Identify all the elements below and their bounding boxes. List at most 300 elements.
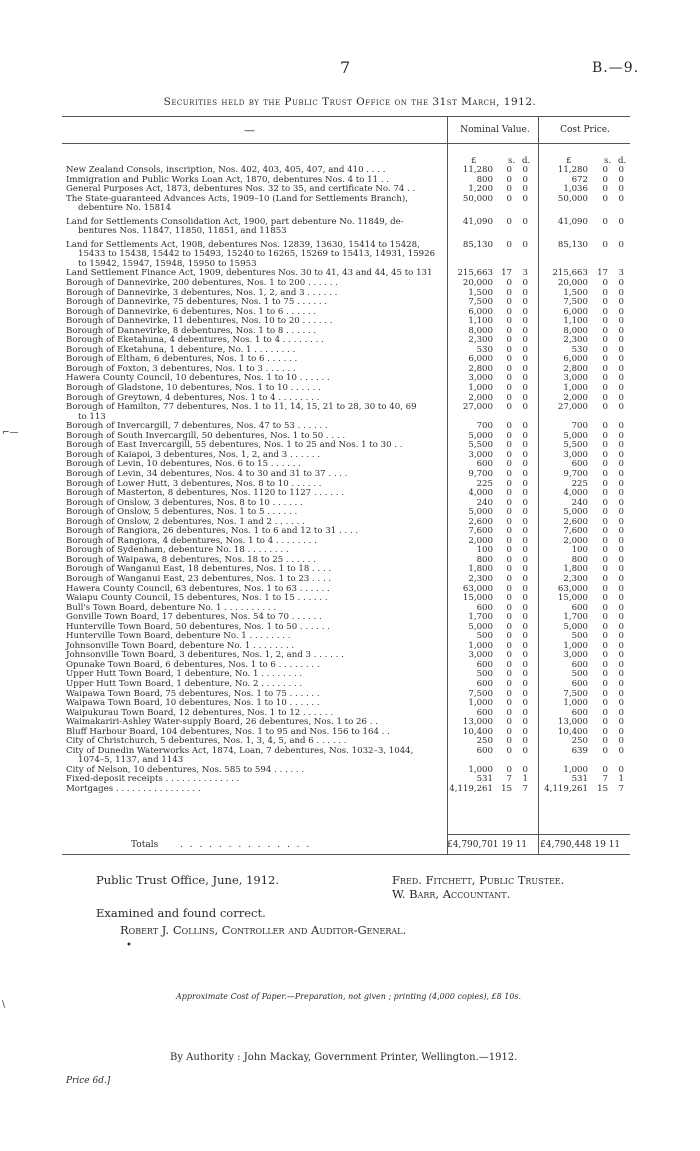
description-line: Waimakariri-Ashley Water-supply Board, 26 debentures, Nos. 1 to 26 . . xyxy=(66,717,378,728)
nominal-pounds: 250 xyxy=(476,736,493,747)
cost-pounds: 250 xyxy=(571,736,588,747)
nominal-pence: 0 xyxy=(522,306,528,317)
nominal-shillings: 0 xyxy=(506,174,512,185)
cost-pence: 0 xyxy=(618,402,624,413)
cost-pounds: 13,000 xyxy=(557,717,588,728)
cost-pounds: 800 xyxy=(571,554,588,565)
cost-pence-header: d. xyxy=(618,156,627,166)
cost-pounds: 531 xyxy=(571,774,588,785)
nominal-pounds: 11,280 xyxy=(462,165,493,175)
nominal-pence: 0 xyxy=(522,430,528,441)
nominal-pounds: 85,130 xyxy=(462,239,493,250)
nominal-pounds: 5,000 xyxy=(468,507,493,518)
cost-shillings: 0 xyxy=(602,392,608,403)
description-line: Waipawa Town Board, 75 debentures, Nos. 1 to 75 . . . . . . xyxy=(66,688,320,699)
examined-note: Examined and found correct. xyxy=(96,906,266,920)
nominal-pounds: 100 xyxy=(476,545,493,556)
description-line: Borough of Dannevirke, 75 debentures, Nos. 1 to 75 . . . . . . xyxy=(66,297,328,308)
nominal-pence: 0 xyxy=(522,745,528,756)
nominal-pence: 3 xyxy=(522,268,528,279)
cost-pounds: 15,000 xyxy=(557,593,588,604)
nominal-pence: 0 xyxy=(522,459,528,470)
nominal-pounds: 1,500 xyxy=(468,287,493,298)
cost-shillings: 0 xyxy=(602,174,608,185)
nominal-shillings: 0 xyxy=(506,545,512,556)
nominal-shillings: 0 xyxy=(506,459,512,470)
nominal-pence: 0 xyxy=(522,535,528,546)
cost-pence: 0 xyxy=(618,564,624,575)
description-line: Borough of Levin, 34 debentures, Nos. 4 to 30 and 31 to 37 . . . . xyxy=(66,468,348,479)
nominal-pence: 0 xyxy=(522,449,528,460)
cost-shillings: 0 xyxy=(602,602,608,613)
cost-shillings: 0 xyxy=(602,468,608,479)
nominal-pence: 0 xyxy=(522,478,528,489)
nominal-pounds: 500 xyxy=(476,631,493,642)
nominal-shillings: 0 xyxy=(506,344,512,355)
cost-pence: 0 xyxy=(618,497,624,508)
cost-pence: 0 xyxy=(618,306,624,317)
description-line: Land for Settlements Act, 1908, debentures Nos. 12839, 13630, 15414 to 15428, xyxy=(66,239,420,250)
cost-pounds: 4,000 xyxy=(563,488,588,499)
cost-pence: 0 xyxy=(618,335,624,346)
nominal-shillings: 0 xyxy=(506,354,512,365)
header-rule-bottom xyxy=(62,143,630,144)
cost-pounds: 600 xyxy=(571,602,588,613)
description-line: Borough of Wanganui East, 18 debentures, Nos. 1 to 18 . . . . xyxy=(66,564,332,575)
nominal-pence: 1 xyxy=(522,774,528,785)
nominal-shillings: 0 xyxy=(506,669,512,680)
table-row xyxy=(66,195,636,214)
description-line: Bluff Harbour Board, 104 debentures, Nos. 1 to 95 and Nos. 156 to 164 . . xyxy=(66,726,390,737)
cost-pence: 0 xyxy=(618,174,624,185)
nominal-pounds: 1,000 xyxy=(468,383,493,394)
cost-shillings: 0 xyxy=(602,216,608,227)
cost-shillings: 0 xyxy=(602,373,608,384)
description-line: to 15942, 15947, 15948, 15950 to 15953 xyxy=(78,258,257,269)
description-line: Land for Settlements Consolidation Act, 1900, part debenture No. 11849, de- xyxy=(66,216,404,227)
nominal-pounds: 2,300 xyxy=(468,573,493,584)
cost-price-header: Cost Price. xyxy=(560,125,610,135)
cost-shillings: 0 xyxy=(602,335,608,346)
price: Price 6d.] xyxy=(66,1076,111,1086)
cost-pence: 0 xyxy=(618,640,624,651)
cost-shillings: 0 xyxy=(602,184,608,195)
nominal-pounds: 225 xyxy=(476,478,493,489)
nominal-pounds: 1,000 xyxy=(468,640,493,651)
cost-pound-header: £ xyxy=(566,156,572,166)
nominal-pounds: 800 xyxy=(476,554,493,565)
nominal-pence: 0 xyxy=(522,373,528,384)
nominal-shillings: 0 xyxy=(506,497,512,508)
cost-pounds: 6,000 xyxy=(563,354,588,365)
description-line: Borough of Eketahuna, 4 debentures, Nos. 1 to 4 . . . . . . . . xyxy=(66,335,324,346)
nominal-pounds: 7,500 xyxy=(468,688,493,699)
cost-shillings: 0 xyxy=(602,430,608,441)
cost-shillings: 0 xyxy=(602,583,608,594)
description-line: Borough of Onslow, 5 debentures, Nos. 1 to 5 . . . . . . xyxy=(66,507,298,518)
nominal-shillings: 0 xyxy=(506,535,512,546)
totals-leader: . . . . . . . . . . . . . . xyxy=(180,840,312,850)
cost-pounds: 85,130 xyxy=(557,239,588,250)
nominal-pounds: 5,000 xyxy=(468,430,493,441)
cost-pounds: 27,000 xyxy=(557,402,588,413)
nominal-pounds: 13,000 xyxy=(462,717,493,728)
nominal-pence: 0 xyxy=(522,526,528,537)
cost-pounds: 9,700 xyxy=(563,468,588,479)
cost-shillings: 0 xyxy=(602,764,608,775)
nominal-shillings: 0 xyxy=(506,736,512,747)
nominal-pence: 0 xyxy=(522,335,528,346)
table-row xyxy=(66,747,636,766)
description-line: Borough of Rangiora, 4 debentures, Nos. 1 to 4 . . . . . . . . xyxy=(66,535,317,546)
margin-mark-bottom: \ xyxy=(2,1000,6,1010)
cost-pounds: 700 xyxy=(571,421,588,432)
nominal-pounds: 3,000 xyxy=(468,449,493,460)
nominal-shillings: 0 xyxy=(506,287,512,298)
cost-pounds: 5,500 xyxy=(563,440,588,451)
cost-shillings: 0 xyxy=(602,325,608,336)
nominal-pounds: 63,000 xyxy=(462,583,493,594)
description-line: Immigration and Public Works Loan Act, 1870, debentures Nos. 4 to 11 . . xyxy=(66,174,390,185)
public-trustee-signature: Fred. Fitchett, Public Trustee. xyxy=(392,873,565,887)
nominal-pence: 0 xyxy=(522,659,528,670)
nominal-shillings: 0 xyxy=(506,564,512,575)
cost-pence: 0 xyxy=(618,449,624,460)
nominal-shillings: 0 xyxy=(506,764,512,775)
nominal-pounds: 5,000 xyxy=(468,621,493,632)
nominal-shillings: 0 xyxy=(506,449,512,460)
security-description xyxy=(66,747,446,766)
cost-shillings: 0 xyxy=(602,717,608,728)
cost-pounds: 3,000 xyxy=(563,373,588,384)
cost-pence: 0 xyxy=(618,621,624,632)
cost-shillings: 0 xyxy=(602,516,608,527)
description-line: City of Christchurch, 5 debentures, Nos. 1, 3, 4, 5, and 6 . . . . . . xyxy=(66,736,347,747)
table-row xyxy=(66,785,636,795)
cost-pence: 0 xyxy=(618,698,624,709)
nominal-shillings: 0 xyxy=(506,726,512,737)
nominal-pounds: 6,000 xyxy=(468,354,493,365)
nominal-pence: 0 xyxy=(522,344,528,355)
description-line: City of Dunedin Waterworks Act, 1874, Loan, 7 debentures, Nos. 1032–3, 1044, xyxy=(66,745,414,756)
nominal-pence: 0 xyxy=(522,184,528,195)
description-line: Hunterville Town Board, debenture No. 1 . . . . . . . . xyxy=(66,631,291,642)
nominal-pounds: 3,000 xyxy=(468,373,493,384)
cost-pence: 0 xyxy=(618,764,624,775)
nominal-pounds: 4,000 xyxy=(468,488,493,499)
description-line: to 113 xyxy=(78,411,106,422)
description-line: Borough of Kaiapoi, 3 debentures, Nos. 1, 2, and 3 . . . . . . xyxy=(66,449,320,460)
nominal-shillings: 0 xyxy=(506,554,512,565)
description-line: Waipawa Town Board, 10 debentures, Nos. 1 to 10 . . . . . . xyxy=(66,698,320,709)
description-line: Borough of Onslow, 2 debentures, Nos. 1 and 2 . . . . . . xyxy=(66,516,305,527)
nominal-value-header: Nominal Value. xyxy=(460,125,530,135)
accountant-signature: W. Barr, Accountant. xyxy=(392,887,511,901)
nominal-shillings: 0 xyxy=(506,383,512,394)
nominal-shillings: 0 xyxy=(506,516,512,527)
cost-pounds: 600 xyxy=(571,707,588,718)
description-line: Waipukurau Town Board, 12 debentures, Nos. 1 to 12 . . . . . . xyxy=(66,707,334,718)
description-line: Johnsonville Town Board, 3 debentures, Nos. 1, 2, and 3 . . . . . . xyxy=(66,650,344,661)
description-line: Borough of Lower Hutt, 3 debentures, Nos. 8 to 10 . . . . . . xyxy=(66,478,322,489)
description-line: City of Nelson, 10 debentures, Nos. 585 to 594 . . . . . . xyxy=(66,764,305,775)
cost-pounds: 225 xyxy=(571,478,588,489)
description-line: Borough of Dannevirke, 8 debentures, Nos. 1 to 8 . . . . . . xyxy=(66,325,317,336)
cost-pence: 0 xyxy=(618,602,624,613)
nominal-pence: 0 xyxy=(522,421,528,432)
cost-pounds: 1,000 xyxy=(563,640,588,651)
security-description xyxy=(66,218,446,237)
description-line: Borough of Waipawa, 8 debentures, Nos. 18 to 25 . . . . . . xyxy=(66,554,316,565)
cost-pence: 0 xyxy=(618,392,624,403)
nominal-shillings: 0 xyxy=(506,430,512,441)
nominal-pence: 0 xyxy=(522,602,528,613)
nominal-pence: 0 xyxy=(522,707,528,718)
nominal-pence: 0 xyxy=(522,507,528,518)
cost-pounds: 5,000 xyxy=(563,621,588,632)
document-reference: B.—9. xyxy=(592,60,640,76)
nominal-shillings: 0 xyxy=(506,745,512,756)
security-description xyxy=(66,403,446,422)
description-line: Borough of Invercargill, 7 debentures, Nos. 47 to 53 . . . . . . xyxy=(66,421,328,432)
cost-pounds: 1,800 xyxy=(563,564,588,575)
nominal-shillings: 0 xyxy=(506,678,512,689)
description-line: Hunterville Town Board, 50 debentures, Nos. 1 to 50 . . . . . . xyxy=(66,621,330,632)
nominal-pounds: 2,300 xyxy=(468,335,493,346)
cost-pounds: 7,500 xyxy=(563,297,588,308)
nominal-pounds: 500 xyxy=(476,669,493,680)
cost-pounds: 41,090 xyxy=(557,216,588,227)
cost-pence: 0 xyxy=(618,745,624,756)
nominal-shillings: 0 xyxy=(506,468,512,479)
cost-shillings: 0 xyxy=(602,564,608,575)
cost-shillings: 15 xyxy=(597,784,608,794)
cost-pounds: 1,700 xyxy=(563,612,588,623)
description-line: Borough of Dannevirke, 3 debentures, Nos. 1, 2, and 3 . . . . . . xyxy=(66,287,338,298)
nominal-pence: 0 xyxy=(522,573,528,584)
cost-pounds: 672 xyxy=(571,174,588,185)
cost-pounds: 8,000 xyxy=(563,325,588,336)
nominal-pounds: 4,119,261 xyxy=(449,784,493,794)
cost-shillings: 0 xyxy=(602,306,608,317)
description-line: Borough of South Invercargill, 50 debentures, Nos. 1 to 50 . . . . xyxy=(66,430,346,441)
nominal-pounds: 531 xyxy=(476,774,493,785)
cost-pence: 7 xyxy=(618,784,624,794)
nominal-pence: 0 xyxy=(522,688,528,699)
description-line: Borough of Eketahuna, 1 debenture, No. 1 . . . . . . . . xyxy=(66,344,296,355)
cost-pence: 0 xyxy=(618,421,624,432)
nominal-shillings: 0 xyxy=(506,631,512,642)
nominal-pounds: 10,400 xyxy=(462,726,493,737)
totals-rule-bottom xyxy=(62,854,630,855)
nominal-pounds: 1,000 xyxy=(468,764,493,775)
nominal-pence: 0 xyxy=(522,736,528,747)
nominal-pence: 0 xyxy=(522,678,528,689)
nominal-pounds: 215,663 xyxy=(457,268,493,279)
cost-shillings: 0 xyxy=(602,344,608,355)
nominal-pence: 0 xyxy=(522,583,528,594)
totals-label: Totals xyxy=(131,840,159,850)
cost-pounds: 5,000 xyxy=(563,507,588,518)
nominal-pence: 0 xyxy=(522,402,528,413)
nominal-pence: 0 xyxy=(522,726,528,737)
nominal-pence: 0 xyxy=(522,488,528,499)
nominal-shillings: 0 xyxy=(506,507,512,518)
description-line: Borough of Dannevirke, 6 debentures, Nos. 1 to 6 . . . . . . xyxy=(66,306,317,317)
cost-pounds: 1,000 xyxy=(563,383,588,394)
nominal-shillings: 0 xyxy=(506,621,512,632)
cost-pence: 0 xyxy=(618,287,624,298)
nominal-pounds: 6,000 xyxy=(468,306,493,317)
nominal-pence: 0 xyxy=(522,669,528,680)
cost-shillings: 0 xyxy=(602,650,608,661)
cost-shillings: 0 xyxy=(602,354,608,365)
cost-pence: 0 xyxy=(618,278,624,289)
nominal-pence: 0 xyxy=(522,239,528,250)
cost-shillings: 0 xyxy=(602,488,608,499)
description-line: Borough of Eltham, 6 debentures, Nos. 1 to 6 . . . . . . xyxy=(66,354,298,365)
nominal-pounds: 1,100 xyxy=(468,316,493,327)
cost-pence: 0 xyxy=(618,650,624,661)
nominal-pence: 0 xyxy=(522,287,528,298)
cost-shillings: 0 xyxy=(602,631,608,642)
cost-pence: 0 xyxy=(618,440,624,451)
nominal-pounds: 600 xyxy=(476,602,493,613)
cost-shillings: 0 xyxy=(602,688,608,699)
cost-shillings: 0 xyxy=(602,449,608,460)
cost-shillings: 0 xyxy=(602,593,608,604)
nominal-shilling-header: s. xyxy=(508,156,516,166)
nominal-pound-header: £ xyxy=(471,156,477,166)
nominal-pounds: 15,000 xyxy=(462,593,493,604)
nominal-shillings: 0 xyxy=(506,593,512,604)
cost-shillings: 0 xyxy=(602,165,608,175)
nominal-pence: 0 xyxy=(522,640,528,651)
cost-pounds: 4,119,261 xyxy=(544,784,588,794)
cost-shillings: 0 xyxy=(602,707,608,718)
cost-pounds: 7,500 xyxy=(563,688,588,699)
cost-pounds: 100 xyxy=(571,545,588,556)
cost-pence: 0 xyxy=(618,669,624,680)
nominal-pence: 0 xyxy=(522,325,528,336)
nominal-shillings: 0 xyxy=(506,216,512,227)
cost-pence: 0 xyxy=(618,216,624,227)
table-row xyxy=(66,241,636,270)
description-line: Land Settlement Finance Act, 1909, debentures Nos. 30 to 41, 43 and 44, 45 to 131 xyxy=(66,268,433,279)
nominal-pence: 0 xyxy=(522,516,528,527)
cost-pounds: 1,100 xyxy=(563,316,588,327)
nominal-pence: 0 xyxy=(522,316,528,327)
nominal-shillings: 0 xyxy=(506,717,512,728)
cost-shillings: 0 xyxy=(602,478,608,489)
nominal-pounds: 2,000 xyxy=(468,392,493,403)
cost-pounds: 1,000 xyxy=(563,764,588,775)
nominal-pounds: 41,090 xyxy=(462,216,493,227)
cost-shillings: 0 xyxy=(602,736,608,747)
cost-shillings: 0 xyxy=(602,698,608,709)
cost-pence: 0 xyxy=(618,316,624,327)
description-line: Borough of Rangiora, 26 debentures, Nos. 1 to 6 and 12 to 31 . . . . xyxy=(66,526,359,537)
cost-shillings: 0 xyxy=(602,545,608,556)
cost-shillings: 0 xyxy=(602,507,608,518)
nominal-pounds: 7,600 xyxy=(468,526,493,537)
nominal-pounds: 9,700 xyxy=(468,468,493,479)
cost-pounds: 11,280 xyxy=(557,165,588,175)
nominal-shillings: 15 xyxy=(501,784,512,794)
cost-pence: 0 xyxy=(618,184,624,195)
nominal-shillings: 0 xyxy=(506,392,512,403)
cost-pounds: 7,600 xyxy=(563,526,588,537)
description-line: Borough of Wanganui East, 23 debentures, Nos. 1 to 23 . . . . xyxy=(66,573,332,584)
nominal-shillings: 0 xyxy=(506,640,512,651)
controller-signature: Robert J. Collins, Controller and Auditor-General. xyxy=(120,923,407,937)
nominal-pence: 0 xyxy=(522,278,528,289)
nominal-shillings: 0 xyxy=(506,184,512,195)
nominal-shillings: 0 xyxy=(506,602,512,613)
cost-shillings: 0 xyxy=(602,316,608,327)
description-line: Borough of Masterton, 8 debentures, Nos. 1120 to 1127 . . . . . . xyxy=(66,488,344,499)
cost-shillings: 0 xyxy=(602,459,608,470)
description-line: Upper Hutt Town Board, 1 debenture, No. 1 . . . . . . . . xyxy=(66,669,303,680)
nominal-shillings: 0 xyxy=(506,698,512,709)
description-line: bentures Nos. 11847, 11850, 11851, and 11853 xyxy=(78,226,287,237)
cost-pounds: 2,300 xyxy=(563,335,588,346)
cost-pence: 0 xyxy=(618,707,624,718)
description-line: Borough of Levin, 10 debentures, Nos. 6 to 15 . . . . . . xyxy=(66,459,301,470)
cost-pounds: 1,500 xyxy=(563,287,588,298)
nominal-pounds: 1,800 xyxy=(468,564,493,575)
cost-pounds: 530 xyxy=(571,344,588,355)
description-line: Borough of Hamilton, 77 debentures, Nos. 1 to 11, 14, 15, 21 to 28, 30 to 40, 69 xyxy=(66,402,417,413)
cost-shillings: 0 xyxy=(602,383,608,394)
page-number: 7 xyxy=(340,58,351,77)
cost-pence: 0 xyxy=(618,659,624,670)
cost-pence: 0 xyxy=(618,612,624,623)
nominal-shillings: 0 xyxy=(506,316,512,327)
cost-pence: 0 xyxy=(618,468,624,479)
security-description xyxy=(66,195,446,214)
description-line: Borough of Foxton, 3 debentures, Nos. 1 to 3 . . . . . . xyxy=(66,363,296,374)
description-line: Borough of Greytown, 4 debentures, Nos. 1 to 4 . . . . . . . . xyxy=(66,392,320,403)
nominal-shillings: 0 xyxy=(506,707,512,718)
nominal-shillings: 0 xyxy=(506,573,512,584)
nominal-pence: 0 xyxy=(522,764,528,775)
cost-shillings: 0 xyxy=(602,297,608,308)
description-line: Hawera County Council, 10 debentures, Nos. 1 to 10 . . . . . . xyxy=(66,373,330,384)
nominal-pounds: 50,000 xyxy=(462,193,493,204)
nominal-shillings: 0 xyxy=(506,478,512,489)
cost-pounds: 2,800 xyxy=(563,363,588,374)
nominal-shillings: 0 xyxy=(506,297,512,308)
cost-pence: 0 xyxy=(618,545,624,556)
description-line: Fixed-deposit receipts . . . . . . . . . . . . . . xyxy=(66,774,240,785)
nominal-pounds: 800 xyxy=(476,174,493,185)
nominal-pence: 0 xyxy=(522,392,528,403)
cost-pence: 0 xyxy=(618,165,624,175)
cost-shillings: 0 xyxy=(602,612,608,623)
description-line: Upper Hutt Town Board, 1 debenture, No. 2 . . . . . . . . xyxy=(66,678,303,689)
nominal-pounds: 1,000 xyxy=(468,698,493,709)
nominal-shillings: 0 xyxy=(506,306,512,317)
nominal-pence: 0 xyxy=(522,554,528,565)
cost-pounds: 63,000 xyxy=(557,583,588,594)
cost-shillings: 0 xyxy=(602,239,608,250)
nominal-pence: 0 xyxy=(522,612,528,623)
description-line: Borough of Sydenham, debenture No. 18 . . . . . . . . xyxy=(66,545,289,556)
nominal-pence: 0 xyxy=(522,593,528,604)
nominal-pounds: 600 xyxy=(476,707,493,718)
nominal-pence: 0 xyxy=(522,165,528,175)
